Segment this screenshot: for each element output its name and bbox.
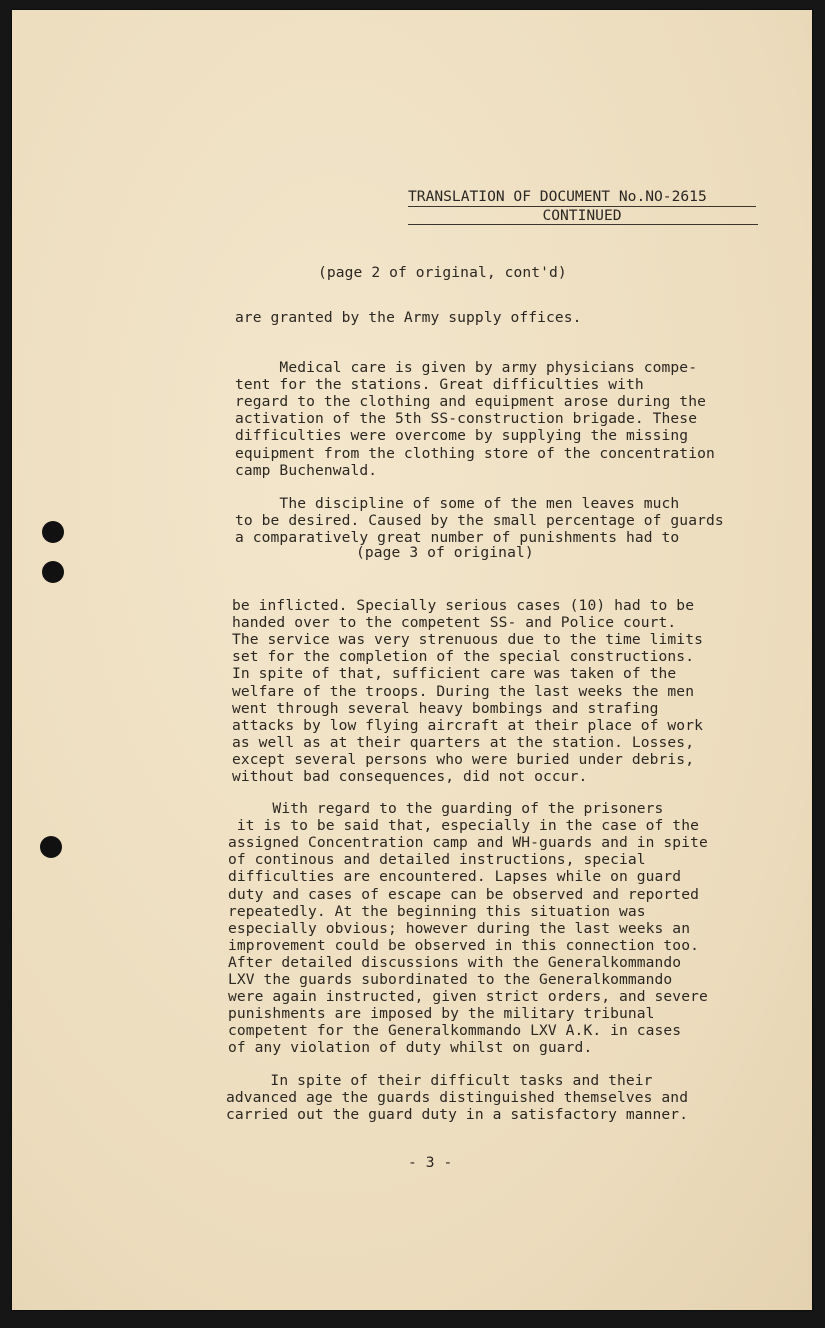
text-line: With regard to the guarding of the prisoners <box>228 800 664 818</box>
punch-hole-middle <box>42 561 64 583</box>
text-line: After detailed discussions with the Generalkommando <box>228 953 682 971</box>
header-underline <box>408 224 758 225</box>
header-continued: CONTINUED <box>542 206 622 224</box>
text-line: handed over to the competent SS- and Police court. <box>232 614 677 632</box>
text-line: regard to the clothing and equipment arose during the <box>235 393 706 411</box>
punch-hole-top <box>42 521 64 543</box>
text-line: punishments are imposed by the military tribunal <box>228 1005 655 1023</box>
text-line: difficulties are encountered. Lapses while on guard <box>228 868 682 886</box>
text-line: especially obvious; however during the last weeks an <box>228 919 691 937</box>
text-line: Medical care is given by army physicians compe- <box>235 359 698 377</box>
text-line: of any violation of duty whilst on guard. <box>228 1039 593 1057</box>
text-line: The service was very strenuous due to the time limits <box>232 631 703 649</box>
paragraph-5 <box>226 1055 688 1140</box>
header-title: TRANSLATION OF DOCUMENT No.NO-2615 <box>408 188 756 207</box>
text-line: In spite of their difficult tasks and their <box>226 1072 653 1090</box>
text-line: without bad consequences, did not occur. <box>232 768 588 786</box>
text-line: LXV the guards subordinated to the Generalkommando <box>228 971 673 989</box>
text-line: a comparatively great number of punishments had to <box>235 529 680 547</box>
text-line: it is to be said that, especially in the case of the <box>228 817 699 835</box>
text-line: be inflicted. Specially serious cases (10) had to be <box>232 597 695 615</box>
text-line: camp Buchenwald. <box>235 461 378 479</box>
page-reference-2: (page 3 of original) <box>356 544 534 561</box>
text-line: tent for the stations. Great difficulties with <box>235 376 644 394</box>
text-line: repeatedly. At the beginning this situation was <box>228 902 646 920</box>
text-line: set for the completion of the special constructions. <box>232 648 695 666</box>
text-line: as well as at their quarters at the station. Losses, <box>232 733 695 751</box>
text-line: advanced age the guards distinguished themselves and <box>226 1089 689 1107</box>
text-line: were again instructed, given strict orders, and severe <box>228 988 708 1006</box>
paragraph-3 <box>232 580 703 802</box>
text-line: welfare of the troops. During the last weeks the men <box>232 682 695 700</box>
paragraph-1 <box>235 342 715 496</box>
page-number: - 3 - <box>408 1154 453 1171</box>
text-line: to be desired. Caused by the small percentage of guards <box>235 512 724 530</box>
text-line: went through several heavy bombings and strafing <box>232 699 659 717</box>
page-reference-1: (page 2 of original, cont'd) <box>318 264 567 281</box>
paragraph-0: are granted by the Army supply offices. <box>235 309 582 326</box>
text-line: In spite of that, sufficient care was taken of the <box>232 665 677 683</box>
document-header <box>408 188 756 224</box>
text-line: improvement could be observed in this connection too. <box>228 936 699 954</box>
text-line: carried out the guard duty in a satisfactory manner. <box>226 1106 689 1124</box>
text-line: equipment from the clothing store of the concentration <box>235 444 715 462</box>
punch-hole-bottom <box>40 836 62 858</box>
text-line: activation of the 5th SS-construction brigade. These <box>235 410 698 428</box>
text-line: except several persons who were buried under debris, <box>232 750 695 768</box>
text-line: difficulties were overcome by supplying the missing <box>235 427 689 445</box>
text-line: duty and cases of escape can be observed and reported <box>228 885 699 903</box>
text-line: competent for the Generalkommando LXV A.K. in cases <box>228 1022 682 1040</box>
text-line: The discipline of some of the men leaves much <box>235 495 680 513</box>
paragraph-4 <box>228 783 708 1074</box>
text-line: assigned Concentration camp and WH-guards and in spite <box>228 834 708 852</box>
text-line: attacks by low flying aircraft at their place of work <box>232 716 703 734</box>
text-line: of continous and detailed instructions, special <box>228 851 646 869</box>
